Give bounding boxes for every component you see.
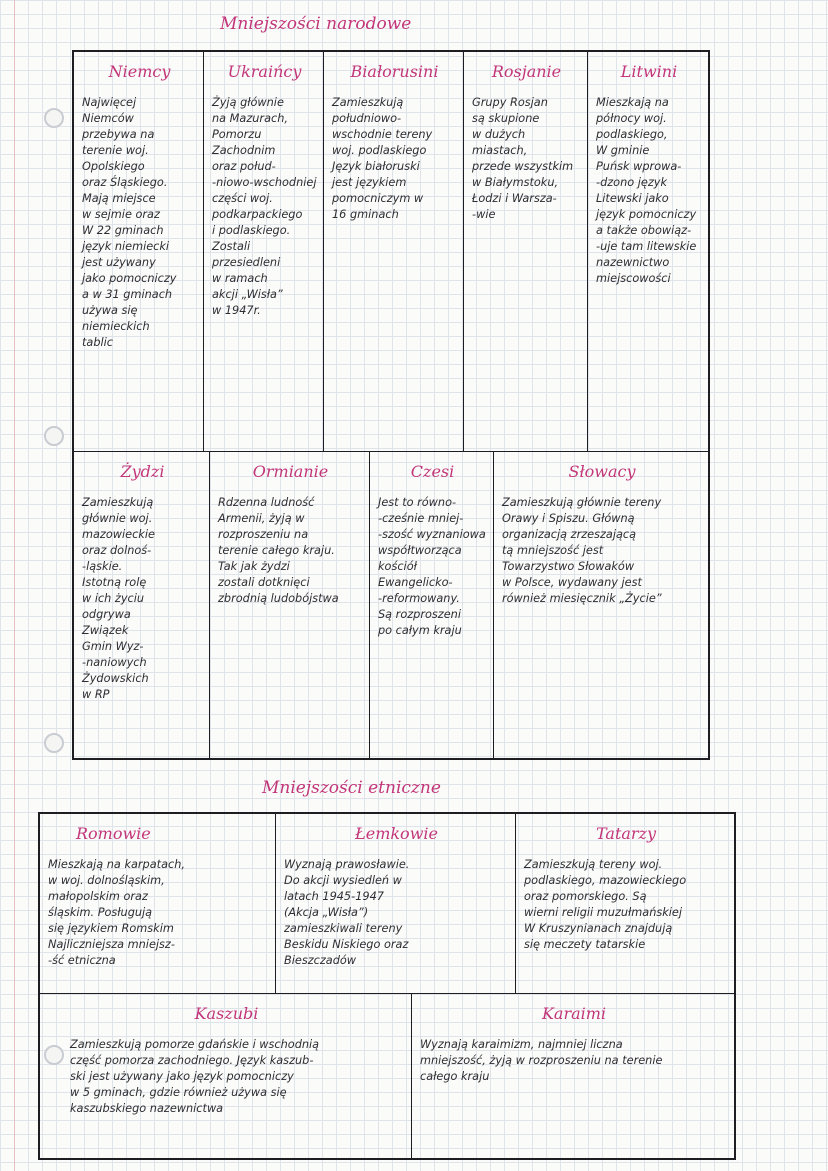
minority-name: Białorusini <box>350 62 439 81</box>
notebook-margin-line <box>14 0 15 1171</box>
minority-cell-ormianie <box>210 452 370 758</box>
minority-description: Wyznają prawosławie. Do akcji wysiedleń w latach 1945-1947 (Akcja „Wisła”) zamieszkiwali tereny Beskidu Niskiego oraz Bieszczadów <box>284 858 410 967</box>
minority-name: Ormianie <box>252 462 329 481</box>
minority-cell-karaimi <box>412 994 734 1158</box>
ethnic-minorities-table <box>38 812 736 1160</box>
minority-cell-ukraincy <box>204 52 324 452</box>
minority-description: Zamieszkują głównie woj. mazowieckie oraz dolnoś- -ląskie. Istotną rolę w ich życiu odgrywa Związek Gmin Wyz- -naniowych Żydowskich w RP <box>82 496 155 701</box>
binder-hole <box>44 108 64 128</box>
minority-name: Niemcy <box>108 62 171 81</box>
minority-name: Kaszubi <box>194 1004 259 1023</box>
minority-description: Rdzenna ludność Armenii, żyją w rozproszeniu na terenie całego kraju. Tak jak żydzi zostali dotknięci zbrodnią ludobójstwa <box>218 496 339 605</box>
minority-cell-bialorusini <box>324 52 464 452</box>
minority-description: Grupy Rosjan są skupione w dużych miastach, przede wszystkim w Białymstoku, Łodzi i Warsza- -wie <box>472 96 574 221</box>
minority-cell-czesi <box>370 452 494 758</box>
section-title-national: Mniejszości narodowe <box>220 14 412 34</box>
minority-name: Łemkowie <box>355 824 438 843</box>
minority-name: Ukraińcy <box>227 62 302 81</box>
minority-cell-kaszubi <box>40 994 412 1158</box>
minority-description: Jest to równo- -cześnie mniej- -szość wyznaniowa współtworząca kościół Ewangelicko- -reformowany. Są rozproszeni po całym kraju <box>378 496 486 637</box>
minority-description: Zamieszkują głównie tereny Orawy i Spiszu. Główną organizacją zrzeszającą tą mniejszość jest Towarzystwo Słowaków w Polsce, wydawany jest również miesięcznik „Życie” <box>502 496 662 605</box>
minority-name: Karaimi <box>541 1004 607 1023</box>
minority-cell-tatarzy <box>516 814 734 994</box>
minority-description: Zamieszkują południowo- wschodnie tereny woj. podlaskiego Język białoruski jest językiem pomocniczym w 16 gminach <box>332 96 433 221</box>
minority-name: Litwini <box>620 62 678 81</box>
section-title-ethnic: Mniejszości etniczne <box>262 778 441 798</box>
minority-name: Słowacy <box>568 462 636 481</box>
minority-name: Czesi <box>410 462 455 481</box>
national-minorities-table <box>72 50 710 760</box>
minority-description: Mieszkają na karpatach, w woj. dolnośląskim, małopolskim oraz śląskim. Posługują się językiem Romskim Najliczniejsza mniejsz- -ść etniczna <box>48 858 185 967</box>
minority-cell-rosjanie <box>464 52 588 452</box>
minority-name: Rosjanie <box>491 62 562 81</box>
minority-name: Tatarzy <box>595 824 657 843</box>
minority-cell-zydzi <box>74 452 210 758</box>
minority-cell-romowie <box>40 814 276 994</box>
minority-cell-slowacy <box>494 452 708 758</box>
minority-description: Wyznają karaimizm, najmniej liczna mniejszość, żyją w rozproszeniu na terenie całego kraju <box>420 1038 663 1083</box>
minority-name: Żydzi <box>120 462 165 481</box>
minority-description: Najwięcej Niemców przebywa na terenie woj. Opolskiego oraz Śląskiego. Mają miejsce w sejmie oraz W 22 gminach język niemiecki jest używany jako pomocniczy a w 31 gminach używa się niemieckich tablic <box>82 96 177 349</box>
binder-hole <box>44 733 64 753</box>
minority-cell-lemkowie <box>276 814 516 994</box>
minority-cell-niemcy <box>74 52 204 452</box>
minority-description: Mieszkają na północy woj. podlaskiego, W gminie Puńsk wprowa- -dzono język Litewski jako język pomocniczy a także obowiąz- -uje tam litewskie nazewnictwo miejscowości <box>596 96 697 285</box>
minority-description: Żyją głównie na Mazurach, Pomorzu Zachodnim oraz połud- -niowo-wschodniej części woj. podkarpackiego i podlaskiego. Zostali przesiedleni w ramach akcji „Wisła” w 1947r. <box>212 96 317 317</box>
minority-description: Zamieszkują pomorze gdańskie i wschodnią część pomorza zachodniego. Język kaszub- ski jest używany jako język pomocniczy w 5 gminach, gdzie również używa się kaszubskiego nazewnictwa <box>70 1038 320 1115</box>
minority-name: Romowie <box>76 824 151 843</box>
minority-cell-litwini <box>588 52 708 452</box>
minority-description: Zamieszkują tereny woj. podlaskiego, mazowieckiego oraz pomorskiego. Są wierni religii muzułmańskiej W Kruszynianach znajdują się meczety tatarskie <box>524 858 687 951</box>
binder-hole <box>44 426 64 446</box>
